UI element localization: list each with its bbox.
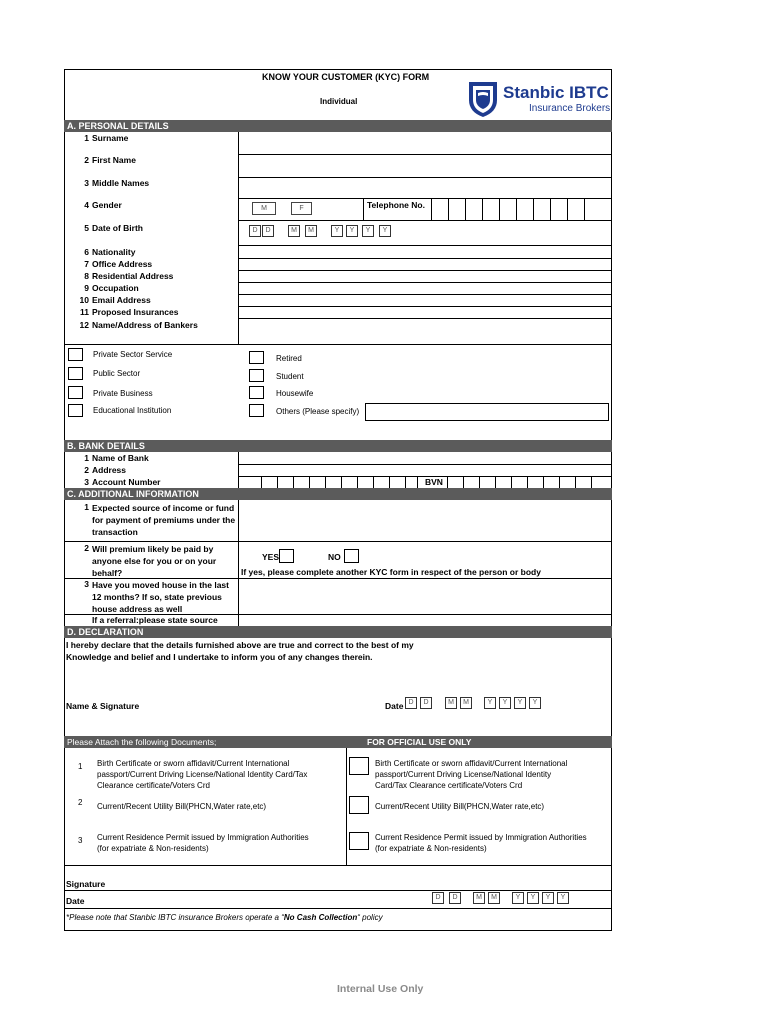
doc-utility-text: Current/Recent Utility Bill(PHCN,Water rate,etc) [97, 802, 267, 811]
first-name-label: First Name [92, 155, 136, 165]
personal-right-edge [611, 132, 612, 344]
stanbic-shield-icon [467, 80, 499, 118]
email-address-label: Email Address [92, 295, 151, 305]
educational-institution-checkbox[interactable] [68, 404, 83, 417]
section-bank-details: B. BANK DETAILS [64, 440, 612, 452]
nationality-label: Nationality [92, 247, 136, 257]
no-cash-collection-note: *Please note that Stanbic IBTC insurance Brokers operate a “No Cash Collection“ policy [66, 913, 383, 922]
official-use-header: FOR OFFICIAL USE ONLY [367, 737, 472, 747]
residential-address-label: Residential Address [92, 271, 174, 281]
others-specify-field[interactable] [365, 403, 609, 421]
private-sector-checkbox[interactable] [68, 348, 83, 361]
office-address-label: Office Address [92, 259, 153, 269]
personal-divider [238, 132, 239, 344]
proposed-insurances-label: Proposed Insurances [92, 307, 179, 317]
declaration-line-2: Knowledge and belief and I undertake to inform you of any changes therein. [66, 652, 373, 662]
yes-checkbox[interactable] [279, 549, 294, 563]
logo-tagline: Insurance Brokers [529, 103, 611, 114]
retired-checkbox[interactable] [249, 351, 264, 364]
section-declaration: D. DECLARATION [64, 626, 612, 638]
no-label: NO [328, 552, 341, 562]
others-checkbox[interactable] [249, 404, 264, 417]
premium-payer-question: Will premium likely be paid by anyone else for you or on your behalf? [92, 544, 217, 578]
official-identity-checkbox[interactable] [349, 757, 369, 775]
third-party-note: If yes, please complete another KYC form in respect of the person or body [241, 567, 541, 577]
declaration-line-1: I hereby declare that the details furnished above are true and correct to the best of my [66, 640, 414, 650]
form-subtitle: Individual [320, 97, 358, 106]
attach-documents-header: Please Attach the following Documents; [67, 737, 217, 747]
no-checkbox[interactable] [344, 549, 359, 563]
public-sector-checkbox[interactable] [68, 367, 83, 380]
bvn-label: BVN [425, 477, 443, 487]
internal-use-label: Internal Use Only [337, 983, 424, 995]
bank-address-label: Address [92, 465, 127, 475]
bankers-label: Name/Address of Bankers [92, 320, 198, 330]
referral-label: If a referral:please state source [92, 615, 218, 625]
official-utility-text: Current/Recent Utility Bill(PHCN,Water rate,etc) [375, 802, 545, 811]
signature-label: Signature [66, 879, 106, 889]
surname-label: Surname [92, 133, 129, 143]
form-title: KNOW YOUR CUSTOMER (KYC) FORM [262, 72, 430, 82]
name-signature-label: Name & Signature [66, 701, 140, 711]
gender-male-box[interactable]: M [252, 202, 276, 215]
official-residence-text: Current Residence Permit issued by Immigration Authorities (for expatriate & Non-residents) [375, 833, 587, 853]
official-utility-checkbox[interactable] [349, 796, 369, 814]
footer-date-label: Date [66, 896, 85, 906]
gender-label: Gender [92, 200, 122, 210]
income-source-question: Expected source of income or fund for payment of premiums under the transaction [92, 503, 236, 537]
dob-label: Date of Birth [92, 223, 143, 233]
housewife-checkbox[interactable] [249, 386, 264, 399]
doc-residence-text: Current Residence Permit issued by Immigration Authorities (for expatriate & Non-residents) [97, 833, 309, 853]
bank-name-label: Name of Bank [92, 453, 149, 463]
section-personal-details: A. PERSONAL DETAILS [64, 120, 612, 132]
moved-house-question: Have you moved house in the last 12 months? If so, state previous house address as well [92, 580, 229, 614]
account-number-label: Account Number [92, 477, 161, 487]
yes-label: YES [262, 552, 280, 562]
middle-names-label: Middle Names [92, 178, 150, 188]
gender-female-box[interactable]: F [291, 202, 312, 215]
private-business-checkbox[interactable] [68, 386, 83, 399]
student-checkbox[interactable] [249, 369, 264, 382]
official-residence-checkbox[interactable] [349, 832, 369, 850]
occupation-label: Occupation [92, 283, 139, 293]
doc-identity-text: Birth Certificate or sworn affidavit/Current International passport/Current Driving License/National Identity Card/Tax Clearance certificate/Voters Crd [97, 759, 308, 790]
logo-brand: Stanbic IBTC [503, 83, 609, 102]
official-identity-text: Birth Certificate or sworn affidavit/Current International passport/Current Driving License/National Identity Card/Tax Clearance certificate/Voters Crd [375, 759, 568, 790]
declaration-date-label: Date [385, 701, 404, 711]
section-additional-info: C. ADDITIONAL INFORMATION [64, 488, 612, 500]
telephone-label: Telephone No. [367, 200, 425, 210]
